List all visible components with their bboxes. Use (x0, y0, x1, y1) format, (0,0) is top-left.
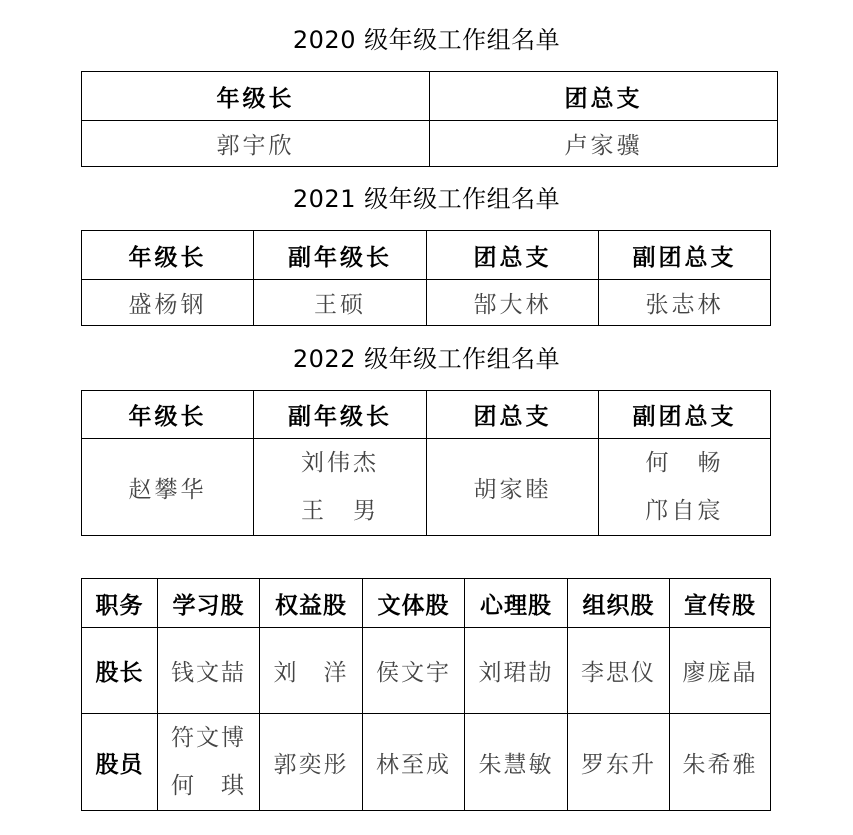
table-2022 (81, 390, 771, 536)
header-league: 团总支 (430, 72, 778, 121)
cell-vice-grade-heads (254, 439, 427, 536)
title-2020: 2020 级年级工作组名单 (292, 26, 561, 54)
name-vice-league: 何 畅 (645, 450, 724, 476)
header-study: 学习股 (158, 579, 260, 628)
table-committee (81, 578, 771, 811)
title-2022: 2022 级年级工作组名单 (292, 345, 561, 373)
title-2021: 2021 级年级工作组名单 (292, 185, 561, 213)
name-grade-head: 赵攀华 (82, 439, 254, 536)
header-vice-league: 副团总支 (599, 231, 771, 280)
header-vice-grade-head: 副年级长 (254, 231, 427, 280)
name-vice-league: 邝自宸 (645, 498, 724, 524)
header-vice-league: 副团总支 (599, 391, 771, 439)
cell-vice-league (599, 439, 771, 536)
name-vice-grade-head: 王硕 (254, 280, 427, 326)
name-publicity-member: 朱希雅 (670, 714, 771, 811)
name-vice-grade-head: 王 男 (301, 498, 379, 524)
name-psychology-member: 朱慧敏 (465, 714, 568, 811)
name-study-head: 钱文喆 (158, 628, 260, 714)
header-organization: 组织股 (568, 579, 670, 628)
header-grade-head: 年级长 (82, 231, 254, 280)
header-grade-head: 年级长 (82, 72, 430, 121)
header-psychology: 心理股 (465, 579, 568, 628)
row-label-members: 股员 (82, 714, 158, 811)
header-vice-grade-head: 副年级长 (254, 391, 427, 439)
header-league: 团总支 (427, 231, 599, 280)
name-vice-league: 张志林 (599, 280, 771, 326)
row-label-heads: 股长 (82, 628, 158, 714)
name-organization-member: 罗东升 (568, 714, 670, 811)
header-publicity: 宣传股 (670, 579, 771, 628)
name-rights-head: 刘 洋 (260, 628, 363, 714)
name-sports-head: 侯文宇 (363, 628, 465, 714)
name-league: 卢家骥 (430, 121, 778, 167)
header-position: 职务 (82, 579, 158, 628)
name-grade-head: 盛杨钢 (82, 280, 254, 326)
name-rights-member: 郭奕彤 (260, 714, 363, 811)
name-league: 郜大林 (427, 280, 599, 326)
header-league: 团总支 (427, 391, 599, 439)
header-grade-head: 年级长 (82, 391, 254, 439)
table-2021 (81, 230, 771, 326)
name-league: 胡家睦 (427, 439, 599, 536)
name-publicity-head: 廖庞晶 (670, 628, 771, 714)
table-2020 (81, 71, 778, 167)
name-psychology-head: 刘珺劼 (465, 628, 568, 714)
name-grade-head: 郭宇欣 (82, 121, 430, 167)
header-rights: 权益股 (260, 579, 363, 628)
name-study-member: 何 琪 (171, 773, 246, 799)
name-vice-grade-head: 刘伟杰 (301, 450, 379, 476)
cell-study-members (158, 714, 260, 811)
name-study-member: 符文博 (171, 725, 246, 751)
name-sports-member: 林至成 (363, 714, 465, 811)
name-organization-head: 李思仪 (568, 628, 670, 714)
header-sports: 文体股 (363, 579, 465, 628)
